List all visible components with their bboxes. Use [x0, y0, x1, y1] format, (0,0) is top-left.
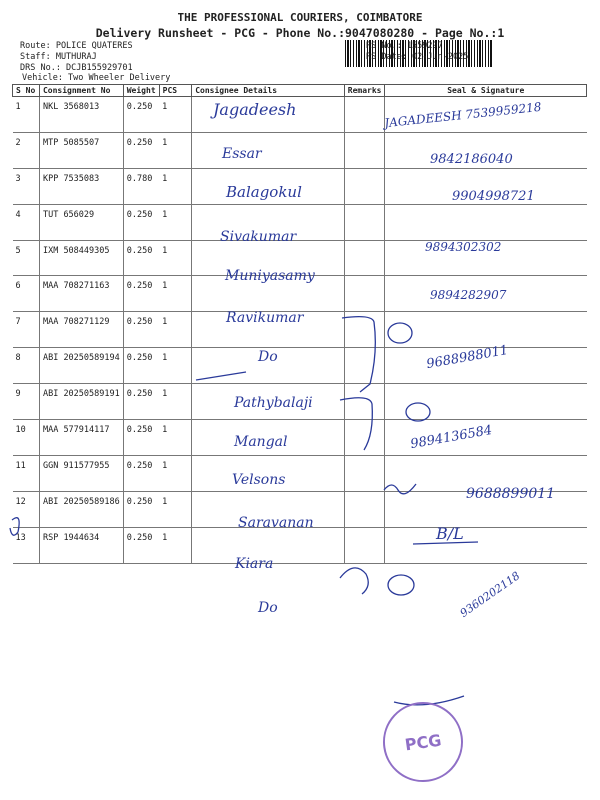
- pen-circle: [388, 323, 412, 343]
- handwritten-name: Velsons: [232, 472, 286, 488]
- cell-consignment: MAA 577914117: [39, 420, 123, 456]
- handwritten-name: Jagadeesh: [213, 100, 297, 119]
- stamp-text: PCG: [403, 730, 443, 754]
- cell-weight: 0.250: [123, 132, 159, 168]
- cell-pcs: 1: [159, 276, 192, 312]
- pen-circle: [388, 575, 414, 595]
- cell-consignment: GGN 911577955: [39, 455, 123, 491]
- runsheet-subtitle: Delivery Runsheet - PCG - Phone No.:9047080280 - Page No.:1: [95, 26, 505, 40]
- cell-weight: 0.250: [123, 527, 159, 563]
- cell-sno: 9: [13, 384, 40, 420]
- cell-pcs: 1: [159, 97, 192, 133]
- cell-pcs: 1: [159, 420, 192, 456]
- cell-consignment: MAA 708271129: [39, 312, 123, 348]
- cell-pcs: 1: [159, 132, 192, 168]
- cell-sno: 6: [13, 276, 40, 312]
- handwritten-name: Muniyasamy: [225, 268, 315, 284]
- cell-consignment: MTP 5085507: [39, 132, 123, 168]
- pen-bracket: [340, 398, 372, 450]
- cell-weight: 0.780: [123, 168, 159, 204]
- cell-sno: 12: [13, 491, 40, 527]
- pen-check-mark: [10, 518, 19, 535]
- handwritten-name: Do: [258, 349, 278, 365]
- cell-sno: 3: [13, 168, 40, 204]
- signature-text: 9894302302: [425, 240, 502, 254]
- cell-sno: 13: [13, 527, 40, 563]
- signature-text: 9894136584: [409, 422, 494, 453]
- cell-consignment: TUT 656029: [39, 204, 123, 240]
- cell-weight: 0.250: [123, 276, 159, 312]
- signature-text: JAGADEESH 7539959218: [383, 99, 543, 131]
- cell-pcs: 1: [159, 455, 192, 491]
- cell-pcs: 1: [159, 527, 192, 563]
- rs-no-label: RS No.: 1559297: [366, 41, 443, 51]
- handwritten-name: Mangal: [234, 434, 288, 450]
- signature-text: 9904998721: [452, 189, 535, 204]
- cell-consignment: ABI 20250589186: [39, 491, 123, 527]
- cell-sno: 5: [13, 240, 40, 276]
- cell-pcs: 1: [159, 348, 192, 384]
- signature-text: 9360202118: [457, 569, 523, 620]
- pen-squiggle: [384, 484, 416, 494]
- signature-text: 9688988011: [425, 342, 510, 373]
- handwritten-name: Sivakumar: [220, 229, 297, 245]
- signature-text: B/L: [436, 524, 464, 543]
- cell-consignment: NKL 3568013: [39, 97, 123, 133]
- handwritten-name: Balagokul: [226, 183, 302, 201]
- cell-sno: 4: [13, 204, 40, 240]
- handwritten-name: Kiara: [235, 556, 274, 572]
- handwritten-name: Do: [258, 600, 278, 616]
- cell-consignment: ABI 20250589191: [39, 384, 123, 420]
- pen-circle: [406, 403, 430, 421]
- cell-pcs: 1: [159, 384, 192, 420]
- col-pcs: PCS: [159, 85, 192, 97]
- col-consignment: Consignment No: [39, 85, 123, 97]
- pen-underline: [413, 542, 478, 544]
- col-consignee: Consignee Details: [192, 85, 345, 97]
- col-sno: S No: [13, 85, 40, 97]
- cell-sno: 7: [13, 312, 40, 348]
- cell-weight: 0.250: [123, 240, 159, 276]
- cell-sno: 1: [13, 97, 40, 133]
- handwritten-name: Essar: [222, 146, 262, 162]
- col-weight: Weight: [123, 85, 159, 97]
- cell-sno: 8: [13, 348, 40, 384]
- cell-weight: 0.250: [123, 204, 159, 240]
- staff-label: Staff: MUTHURAJ: [20, 52, 97, 62]
- cell-sno: 10: [13, 420, 40, 456]
- pen-arrow: [340, 568, 368, 594]
- handwritten-name: Saravanan: [238, 515, 314, 531]
- vehicle-label: Vehicle: Two Wheeler Delivery: [22, 73, 171, 83]
- route-label: Route: POLICE QUATERES: [20, 41, 133, 51]
- cell-sno: 11: [13, 455, 40, 491]
- cell-pcs: 1: [159, 204, 192, 240]
- signature-text: 9842186040: [430, 152, 513, 167]
- pen-dash-line: [196, 372, 246, 380]
- cell-pcs: 1: [159, 240, 192, 276]
- rs-date-label: RS Date: 02-Jun-2025: [366, 52, 469, 62]
- pen-bracket: [342, 317, 375, 392]
- col-remarks: Remarks: [344, 85, 385, 97]
- cell-weight: 0.250: [123, 455, 159, 491]
- company-title: THE PROFESSIONAL COURIERS, COIMBATORE: [177, 11, 423, 24]
- handwritten-name: Pathybalaji: [234, 395, 313, 411]
- cell-pcs: 1: [159, 168, 192, 204]
- cell-consignment: MAA 708271163: [39, 276, 123, 312]
- cell-sno: 2: [13, 132, 40, 168]
- signature-text: 9894282907: [430, 288, 507, 302]
- cell-weight: 0.250: [123, 97, 159, 133]
- handwritten-name: Ravikumar: [226, 310, 304, 326]
- cell-weight: 0.250: [123, 312, 159, 348]
- cell-consignment: KPP 7535083: [39, 168, 123, 204]
- drs-label: DRS No.: DCJB155929701: [20, 63, 133, 73]
- signature-text: 9688899011: [466, 486, 556, 502]
- cell-consignment: RSP 1944634: [39, 527, 123, 563]
- cell-weight: 0.250: [123, 420, 159, 456]
- cell-pcs: 1: [159, 491, 192, 527]
- cell-pcs: 1: [159, 312, 192, 348]
- cell-weight: 0.250: [123, 491, 159, 527]
- cell-weight: 0.250: [123, 384, 159, 420]
- cell-consignment: IXM 508449305: [39, 240, 123, 276]
- cell-weight: 0.250: [123, 348, 159, 384]
- cell-consignment: ABI 20250589194: [39, 348, 123, 384]
- col-signature: Seal & Signature: [385, 85, 587, 97]
